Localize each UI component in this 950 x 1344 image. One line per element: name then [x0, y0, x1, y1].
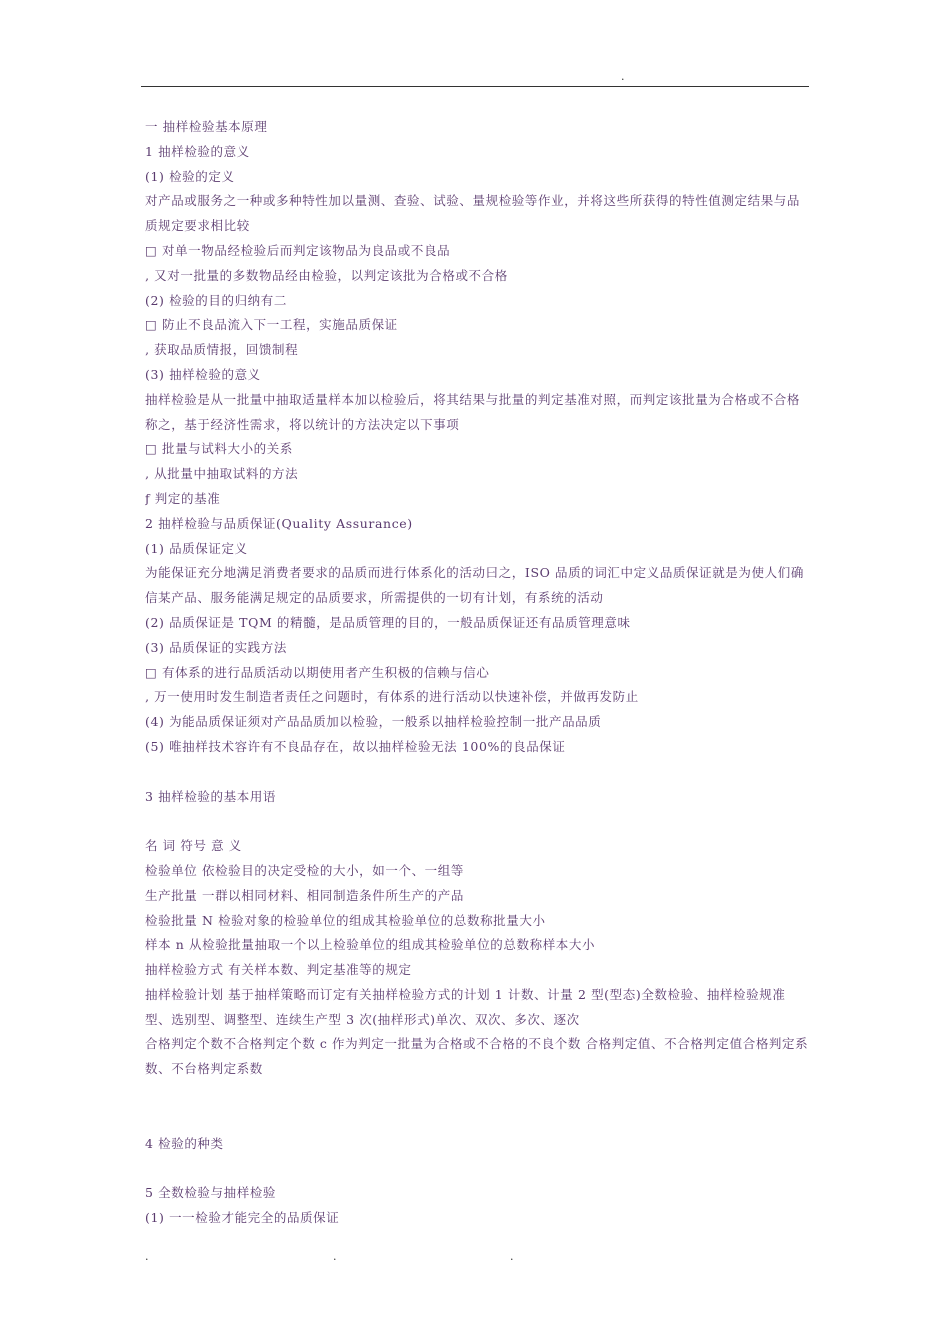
term-row: 生产批量 一群以相同材料、相同制造条件所生产的产品 [145, 887, 464, 903]
section-heading: 一 抽样检验基本原理 [145, 119, 268, 134]
bullet-item: ‚ 获取品质情报，回馈制程 [145, 342, 299, 358]
bullet-item: ‚ 万一使用时发生制造者责任之问题时，有体系的进行活动以快速补偿，并做再发防止 [145, 689, 639, 705]
paragraph: 对产品或服务之一种或多种特性加以量测、查验、试验、量规检验等作业，并将这些所获得的特性值测定结果与品质规定要求相比较 [145, 193, 801, 234]
footer-dot: . [510, 1250, 514, 1263]
subsection-heading: 5 全数检验与抽样检验 [145, 1185, 277, 1201]
header-rule [141, 86, 809, 87]
bullet-item: □ 防止不良品流入下一工程，实施品质保证 [145, 317, 398, 333]
item-heading: (4) 为能品质保证须对产品品质加以检验，一般系以抽样检验控制一批产品品质 [145, 714, 602, 730]
spacer [145, 760, 810, 785]
term-row: 样本 n 从检验批量抽取一个以上检验单位的组成其检验单位的总数称样本大小 [145, 937, 596, 953]
subsection-heading: 3 抽样检验的基本用语 [145, 788, 277, 804]
item-heading: (1) 一一检验才能完全的品质保证 [145, 1210, 340, 1226]
item-heading: (3) 品质保证的实践方法 [145, 639, 287, 655]
term-row: 合格判定个数不合格判定个数 c 作为判定一批量为合格或不合格的不良个数 合格判定值、不合格判定值合格判定系数、不台格判定系数 [145, 1036, 809, 1077]
bullet-item: □ 有体系的进行品质活动以期使用者产生积极的信赖与信心 [145, 664, 490, 680]
item-heading: (3) 抽样检验的意义 [145, 366, 261, 382]
spacer [145, 809, 810, 834]
footer-dot: . [333, 1250, 337, 1263]
spacer [145, 1082, 810, 1132]
spacer [145, 1156, 810, 1181]
item-heading: (2) 检验的目的归纳有二 [145, 292, 287, 308]
bullet-item: ‚ 又对一批量的多数物品经由检验，以判定该批为合格或不合格 [145, 267, 508, 283]
subsection-heading: 1 抽样检验的意义 [145, 143, 250, 159]
term-row: 检验单位 依检验目的决定受检的大小，如一个、一组等 [145, 862, 464, 878]
item-heading: (1) 检验的定义 [145, 168, 235, 184]
bullet-item: ƒ 判定的基准 [145, 490, 221, 506]
document-body [145, 115, 810, 1231]
term-row: 抽样检验方式 有关样本数、判定基准等的规定 [145, 962, 412, 978]
term-table-header: 名 词 符号 意 义 [145, 838, 242, 854]
term-row: 抽样检验计划 基于抽样策略而订定有关抽样检验方式的计划 1 计数、计量 2 型(型态)全数检验、抽样检验规准型、选别型、调整型、连续生产型 3 次(抽样形式)单次、双次、多次、逐次 [145, 986, 786, 1027]
paragraph: 为能保证充分地满足消费者要求的品质而进行体系化的活动曰之，ISO 品质的词汇中定义品质保证就是为使人们确信某产品、服务能满足规定的品质要求，所需提供的一切有计划，有系统的活动 [145, 565, 804, 606]
subsection-heading: 4 检验的种类 [145, 1135, 224, 1151]
item-heading: (1) 品质保证定义 [145, 540, 248, 556]
paragraph: 抽样检验是从一批量中抽取适量样本加以检验后，将其结果与批量的判定基准对照，而判定该批量为合格或不合格称之，基于经济性需求，将以统计的方法决定以下事项 [145, 391, 801, 432]
header-dot: . [621, 70, 625, 83]
item-heading: (5) 唯抽样技术容许有不良品存在，故以抽样检验无法 100%的良品保证 [145, 738, 566, 754]
subsection-heading: 2 抽样检验与品质保证(Quality Assurance) [145, 515, 413, 531]
item-heading: (2) 品质保证是 TQM 的精髓，是品质管理的目的，一般品质保证还有品质管理意味 [145, 614, 631, 630]
footer-dot: . [145, 1250, 149, 1263]
bullet-item: ‚ 从批量中抽取试料的方法 [145, 466, 299, 482]
bullet-item: □ 对单一物品经检验后而判定该物品为良品或不良品 [145, 242, 451, 258]
term-row: 检验批量 N 检验对象的检验单位的组成其检验单位的总数称批量大小 [145, 912, 546, 928]
bullet-item: □ 批量与试料大小的关系 [145, 441, 293, 457]
